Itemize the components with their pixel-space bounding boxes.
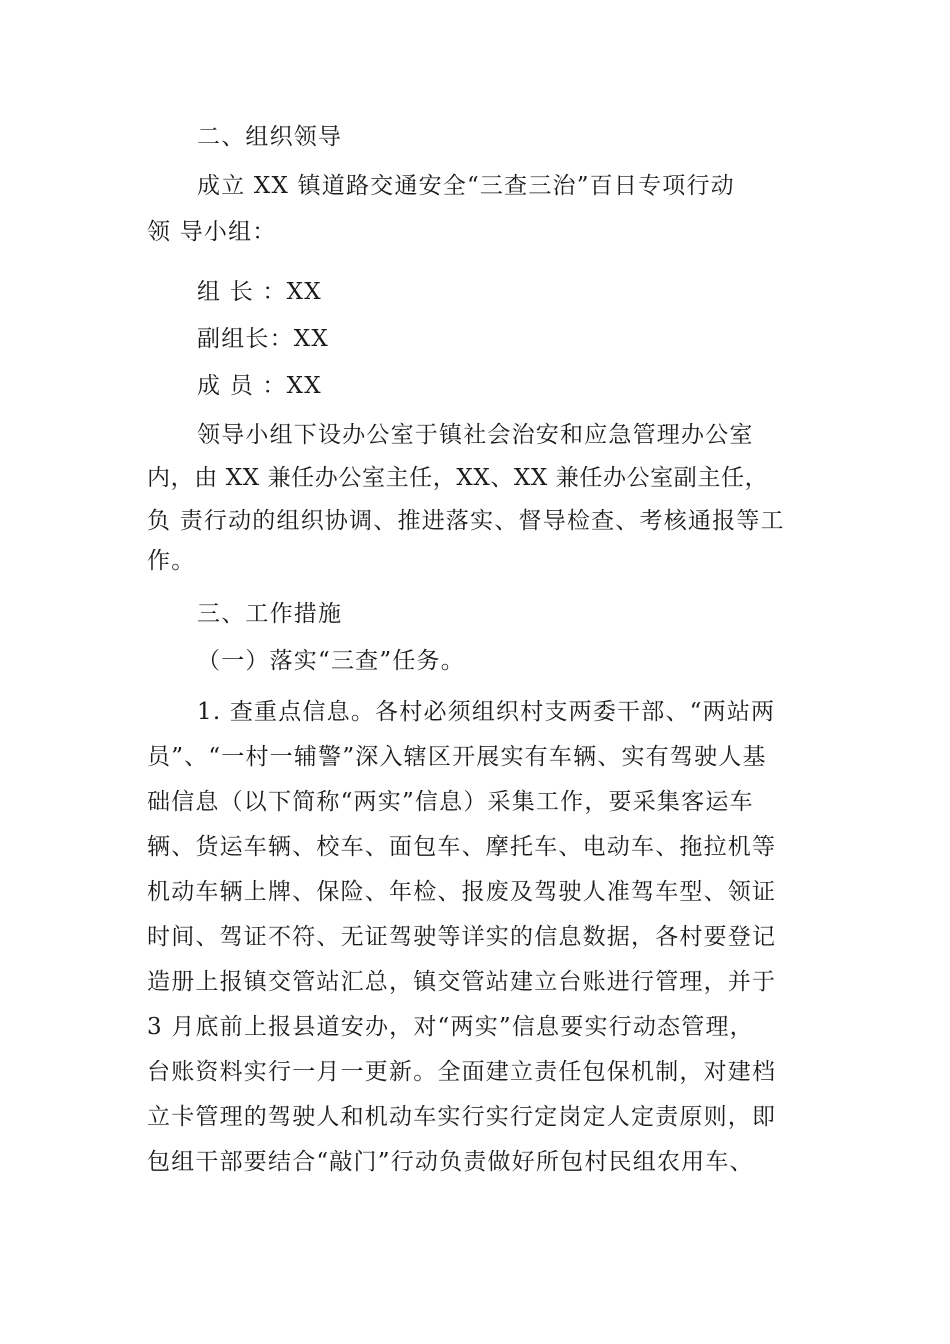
section-heading: 二、组织领导 [197, 124, 343, 150]
subsection-heading: （一）落实“三查”任务。 [197, 648, 465, 674]
paragraph-line: 作。 [147, 548, 196, 574]
paragraph-line: 内，由 XX 兼任办公室主任，XX、XX 兼任办公室副主任， [147, 465, 769, 491]
paragraph-line: 台账资料实行一月一更新。全面建立责任包保机制，对建档 [147, 1059, 777, 1085]
paragraph-line: 负 责行动的组织协调、推进落实、督导检查、考核通报等工 [147, 508, 785, 534]
paragraph-line: 领 导小组： [147, 219, 277, 245]
paragraph-line: 领导小组下设办公室于镇社会治安和应急管理办公室 [197, 422, 754, 448]
paragraph-line: 造册上报镇交管站汇总，镇交管站建立台账进行管理，并于 [147, 969, 777, 995]
paragraph-line: 础信息（以下简称“两实”信息）采集工作，要采集客运车 [147, 789, 754, 815]
paragraph-line: 包组干部要结合“敲门”行动负责做好所包村民组农用车、 [147, 1149, 754, 1175]
paragraph-line: 时间、驾证不符、无证驾驶等详实的信息数据，各村要登记 [147, 924, 777, 950]
section-heading: 三、工作措施 [197, 601, 343, 627]
paragraph-line: 立卡管理的驾驶人和机动车实行实行定岗定人定责原则，即 [147, 1104, 777, 1130]
paragraph-line: 机动车辆上牌、保险、年检、报废及驾驶人准驾车型、领证 [147, 879, 777, 905]
paragraph-line: 成立 XX 镇道路交通安全“三查三治”百日专项行动 [197, 173, 735, 199]
deputy-leader-line: 副组长：XX [197, 326, 329, 352]
leader-line: 组 长 ：XX [197, 279, 322, 305]
paragraph-line: 3 月底前上报县道安办，对“两实”信息要实行动态管理， [147, 1014, 754, 1040]
paragraph-line: 辆、货运车辆、校车、面包车、摩托车、电动车、拖拉机等 [147, 834, 777, 860]
members-line: 成 员 ：XX [197, 373, 322, 399]
paragraph-line: 员”、“一村一辅警”深入辖区开展实有车辆、实有驾驶人基 [147, 744, 767, 770]
paragraph-line: 1. 查重点信息。各村必须组织村支两委干部、“两站两 [197, 699, 776, 725]
